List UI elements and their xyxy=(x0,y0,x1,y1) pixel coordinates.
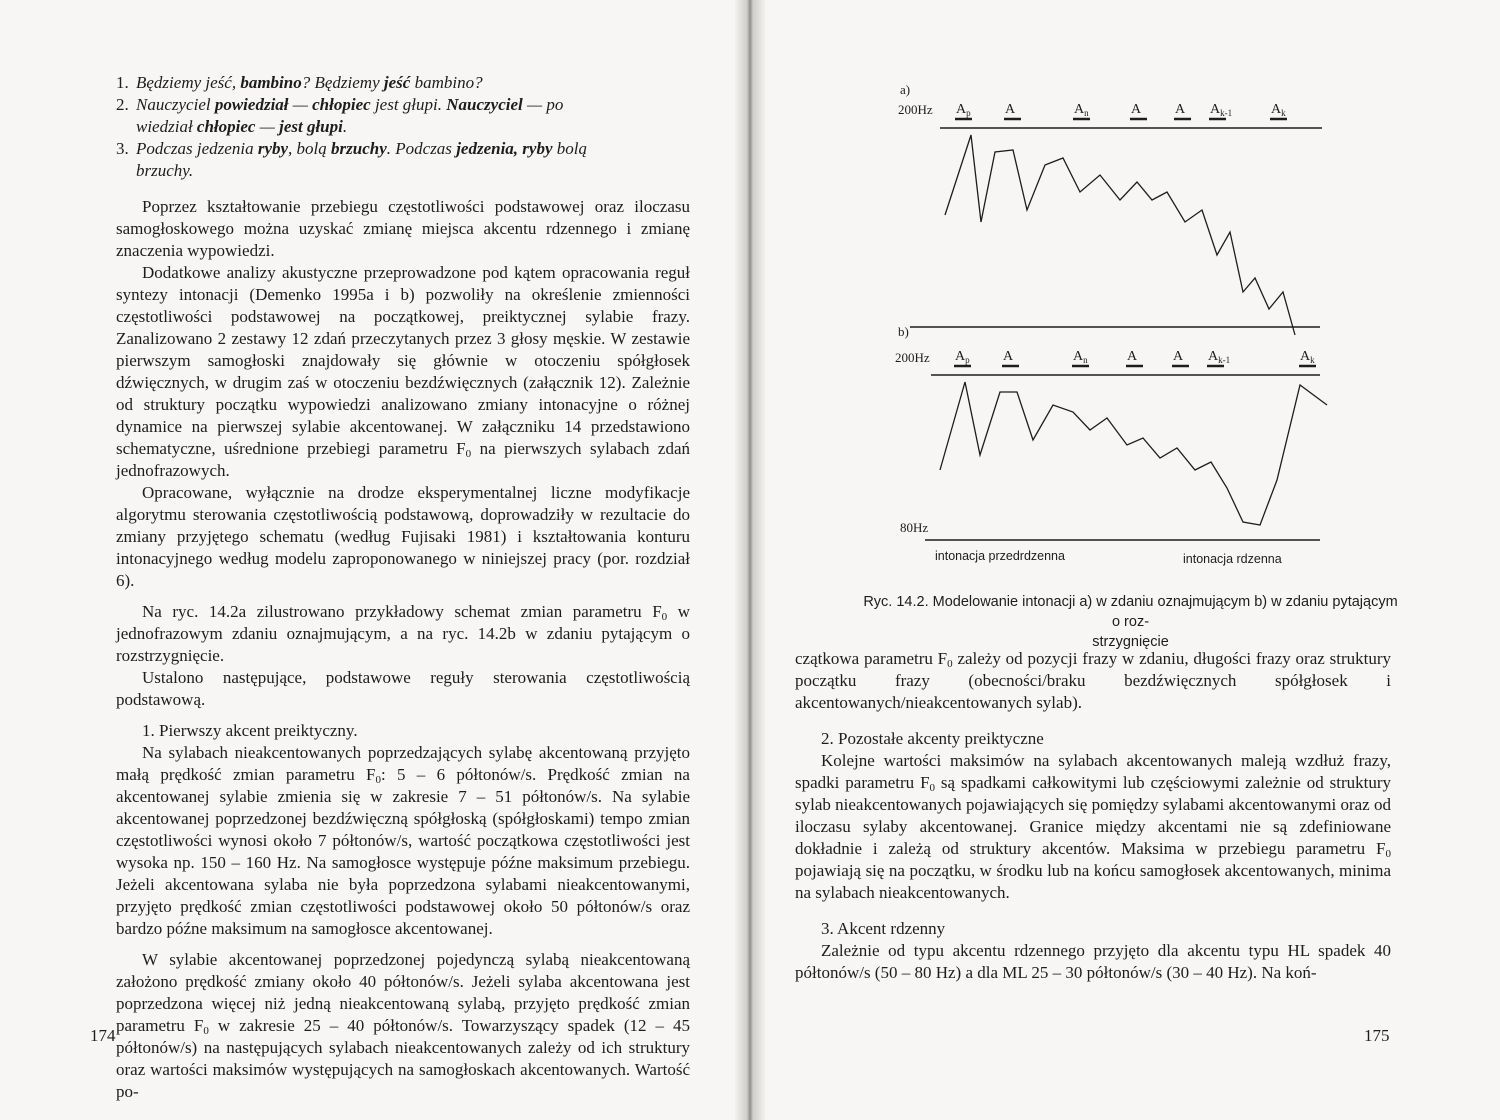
right-page-text xyxy=(795,648,1391,984)
example-line xyxy=(136,94,690,116)
panel-b-low-freq-label: 80Hz xyxy=(900,520,929,535)
example-number: 1. xyxy=(116,73,129,92)
paragraph-6: Na sylabach nieakcentowanych poprzedzających sylabę akcentowaną przyjęto małą prędkość zmian parametru $F_0$: 5 – 6 półtonów/s. Prędkość zmian na akcentowanej sylabie zmienia się w zakresie 7 – 51 półtonów/s. Na sylabie akcentowanej poprzedzonej bezdźwięczną spółgłoską (spółgłoskami) tempo zmian częstotliwości wynosi około 7 półtonów/s, wartość początkowa częstotliwości jest wysoka np. 150 – 160 Hz. Na samogłosce występuje późne maksimum przebiegu. Jeżeli akcentowana sylaba nie była poprzedzona sylabami nieakcentowanymi, przyjęto prędkość zmian częstotliwości podstawowej około 50 półtonów/s oraz bardzo późne maksimum na samogłosce akcentowanej. xyxy=(116,743,690,938)
emphasized-word: powiedział xyxy=(214,95,289,114)
example-sentence xyxy=(116,94,690,138)
prenuclear-intonation-label: intonacja przedrdzenna xyxy=(935,549,1065,563)
nuclear-intonation-label: intonacja rdzenna xyxy=(1183,552,1282,566)
accent-label: $A_k$ xyxy=(1271,102,1286,118)
emphasized-word: ryby xyxy=(257,139,289,158)
example-text: . Podczas xyxy=(386,139,457,158)
emphasized-word: brzuchy xyxy=(331,139,387,158)
example-text: jest głupi. xyxy=(370,95,447,114)
figure-caption xyxy=(858,592,1403,652)
emphasized-word: jeść xyxy=(383,73,411,92)
example-sentence xyxy=(116,138,690,182)
accent-label: A xyxy=(1003,349,1014,364)
accent-label: $A_{k-1}$ xyxy=(1210,102,1233,118)
panel-b-accent-labels xyxy=(954,349,1316,366)
example-text: wiedział xyxy=(136,117,197,136)
example-text: — xyxy=(255,117,280,136)
section-heading-2: 2. Pozostałe akcenty preiktyczne xyxy=(821,729,1044,748)
paragraph-2: Dodatkowe analizy akustyczne przeprowadzone pod kątem opracowania reguł syntezy intonacji (Demenko 1995a i b) pozwoliły na określenie zmienności częstotliwości podstawowej na początkowej, preiktycznej sylabie frazy. Zanalizowano 2 zestawy 12 zdań przeczytanych przez 3 głosy męskie. W zestawie pierwszym samogłoski znajdowały się głównie w otoczeniu spółgłosek dźwięcznych, w drugim zaś w otoczeniu bezdźwięcznych (załącznik 12). Zależnie od struktury początku wypowiedzi analizowano zmiany intonacyjne o różnej dynamice na pierwszej sylabie akcentowanej. W załączniku 14 przedstawiono schematyczne, uśrednione przebiegi parametru $F_0$ na pierwszych sylabach zdań jednofrazowych. xyxy=(116,263,690,480)
example-text: brzuchy xyxy=(136,161,189,180)
example-text: bolą xyxy=(552,139,587,158)
example-number: 3. xyxy=(116,139,129,158)
panel-b-contour xyxy=(940,382,1327,525)
example-text: Podczas jedzenia xyxy=(136,139,258,158)
accent-label: $A_p$ xyxy=(956,102,971,118)
figure-caption-line-1: Ryc. 14.2. Modelowanie intonacji a) w zdaniu oznajmującym b) w zdaniu pytającym o roz- xyxy=(863,594,1398,630)
emphasized-word: Nauczyciel xyxy=(446,95,523,114)
paragraph-r3: Zależnie od typu akcentu rdzennego przyjęto dla akcentu typu HL spadek 40 półtonów/s (50 – 80 Hz) a dla ML 25 – 30 półtonów/s (30 – 40 Hz). Na koń- xyxy=(795,941,1391,982)
emphasized-word: chłopiec xyxy=(196,117,256,136)
accent-label: A xyxy=(1131,102,1142,117)
figure-caption-line-2: strzygnięcie xyxy=(1092,634,1169,650)
paragraph-r1: czątkowa parametru $F_0$ zależy od pozycji frazy w zdaniu, długości frazy oraz struktury początku frazy (obecności/braku bezdźwięcznych spółgłosek i akcentowanych/nieakcentowanych sylab). xyxy=(795,649,1391,712)
paragraph-3: Opracowane, wyłącznie na drodze eksperymentalnej liczne modyfikacje algorytmu sterowania częstotliwością podstawową, doprowadziły w rezultacie do zmiany przyjętego schematu (według Fujisaki 1981) i kształtowania konturu intonacyjnego według modelu zaproponowanego w niniejszej pracy (por. rozdział 6). xyxy=(116,483,690,590)
paragraph-4: Na ryc. 14.2a zilustrowano przykładowy schemat zmian parametru $F_0$ w jednofrazowym zdaniu oznajmującym, a na ryc. 14.2b w zdaniu pytającym o rozstrzygnięcie. xyxy=(116,602,690,665)
example-text: ? Będziemy xyxy=(301,73,384,92)
page-number-right: 175 xyxy=(1364,1026,1390,1045)
example-number: 2. xyxy=(116,95,129,114)
emphasized-word: jedzenia, ryby xyxy=(456,139,553,158)
example-line xyxy=(136,160,690,182)
example-text: Nauczyciel xyxy=(136,95,215,114)
panel-a-contour xyxy=(945,135,1295,335)
left-page-text xyxy=(116,72,690,1103)
panel-b-freq-label: 200Hz xyxy=(895,350,930,365)
panel-a-label: a) xyxy=(900,82,911,97)
accent-label: $A_p$ xyxy=(955,349,970,365)
example-sentence xyxy=(116,72,690,94)
example-text: — xyxy=(288,95,313,114)
page-number-left: 174 xyxy=(90,1026,116,1045)
example-sentences-list xyxy=(116,72,690,182)
intonation-figure xyxy=(755,0,1500,590)
accent-label: A xyxy=(1175,102,1186,117)
panel-a-freq-label: 200Hz xyxy=(898,102,933,117)
example-text: , bolą xyxy=(288,139,332,158)
paragraph-5: Ustalono następujące, podstawowe reguły sterowania częstotliwością podstawową. xyxy=(116,668,690,709)
emphasized-word: jest głupi xyxy=(279,117,343,136)
accent-label: A xyxy=(1173,349,1184,364)
accent-label: $A_k$ xyxy=(1300,349,1315,365)
example-text: . xyxy=(188,161,194,180)
section-heading-3: 3. Akcent rdzenny xyxy=(821,919,946,938)
panel-b-label: b) xyxy=(898,324,909,339)
accent-label: $A_n$ xyxy=(1074,102,1089,118)
emphasized-word: bambino xyxy=(240,73,302,92)
paragraph-7: W sylabie akcentowanej poprzedzonej pojedynczą sylabą nieakcentowaną założono prędkość zmiany około 40 półtonów/s. Jeżeli sylaba akcentowana jest poprzedzona więcej niż jedną nieakcentowaną sylabą, przyjęto prędkość zmian parametru $F_0$ w zakresie 25 – 40 półtonów/s. Towarzyszący spadek (12 – 45 półtonów/s) na następujących sylabach nieakcentowanych zależy od ich struktury oraz wartości maksimów występujących na samogłoskach akcentowanych. Wartość po- xyxy=(116,950,691,1101)
example-line xyxy=(136,116,690,138)
example-text: . xyxy=(342,117,348,136)
paragraph-1: Poprzez kształtowanie przebiegu częstotliwości podstawowej oraz iloczasu samogłoskowego można uzyskać zmianę miejsca akcentu rdzennego i zmianę znaczenia wypowiedzi. xyxy=(116,197,690,260)
example-line xyxy=(136,138,690,160)
section-heading-1: 1. Pierwszy akcent preiktyczny. xyxy=(142,721,358,740)
example-line xyxy=(136,72,690,94)
accent-label: $A_{k-1}$ xyxy=(1208,349,1231,365)
example-text: — po xyxy=(522,95,564,114)
paragraph-r2: Kolejne wartości maksimów na sylabach akcentowanych maleją wzdłuż frazy, spadki parametru $F_0$ są spadkami całkowitymi lub częściowymi zależnie od struktury sylab nieakcentowanych pojawiających się pomiędzy sylabami akcentowanymi oraz od iloczasu sylaby akcentowanej. Granice między akcentami nie są zdefiniowane dokładnie i zależą od struktury akcentów. Maksima w przebiegu parametru $F_0$ pojawiają się na początku, w środku lub na końcu samogłosek akcentowanych, minima na sylabach nieakcentowanych. xyxy=(795,751,1391,902)
accent-label: A xyxy=(1005,102,1016,117)
accent-label: A xyxy=(1127,349,1138,364)
emphasized-word: chłopiec xyxy=(312,95,371,114)
example-text: Będziemy jeść, xyxy=(136,73,241,92)
accent-label: $A_n$ xyxy=(1073,349,1088,365)
example-text: bambino? xyxy=(410,73,483,92)
panel-a-accent-labels xyxy=(955,102,1287,119)
